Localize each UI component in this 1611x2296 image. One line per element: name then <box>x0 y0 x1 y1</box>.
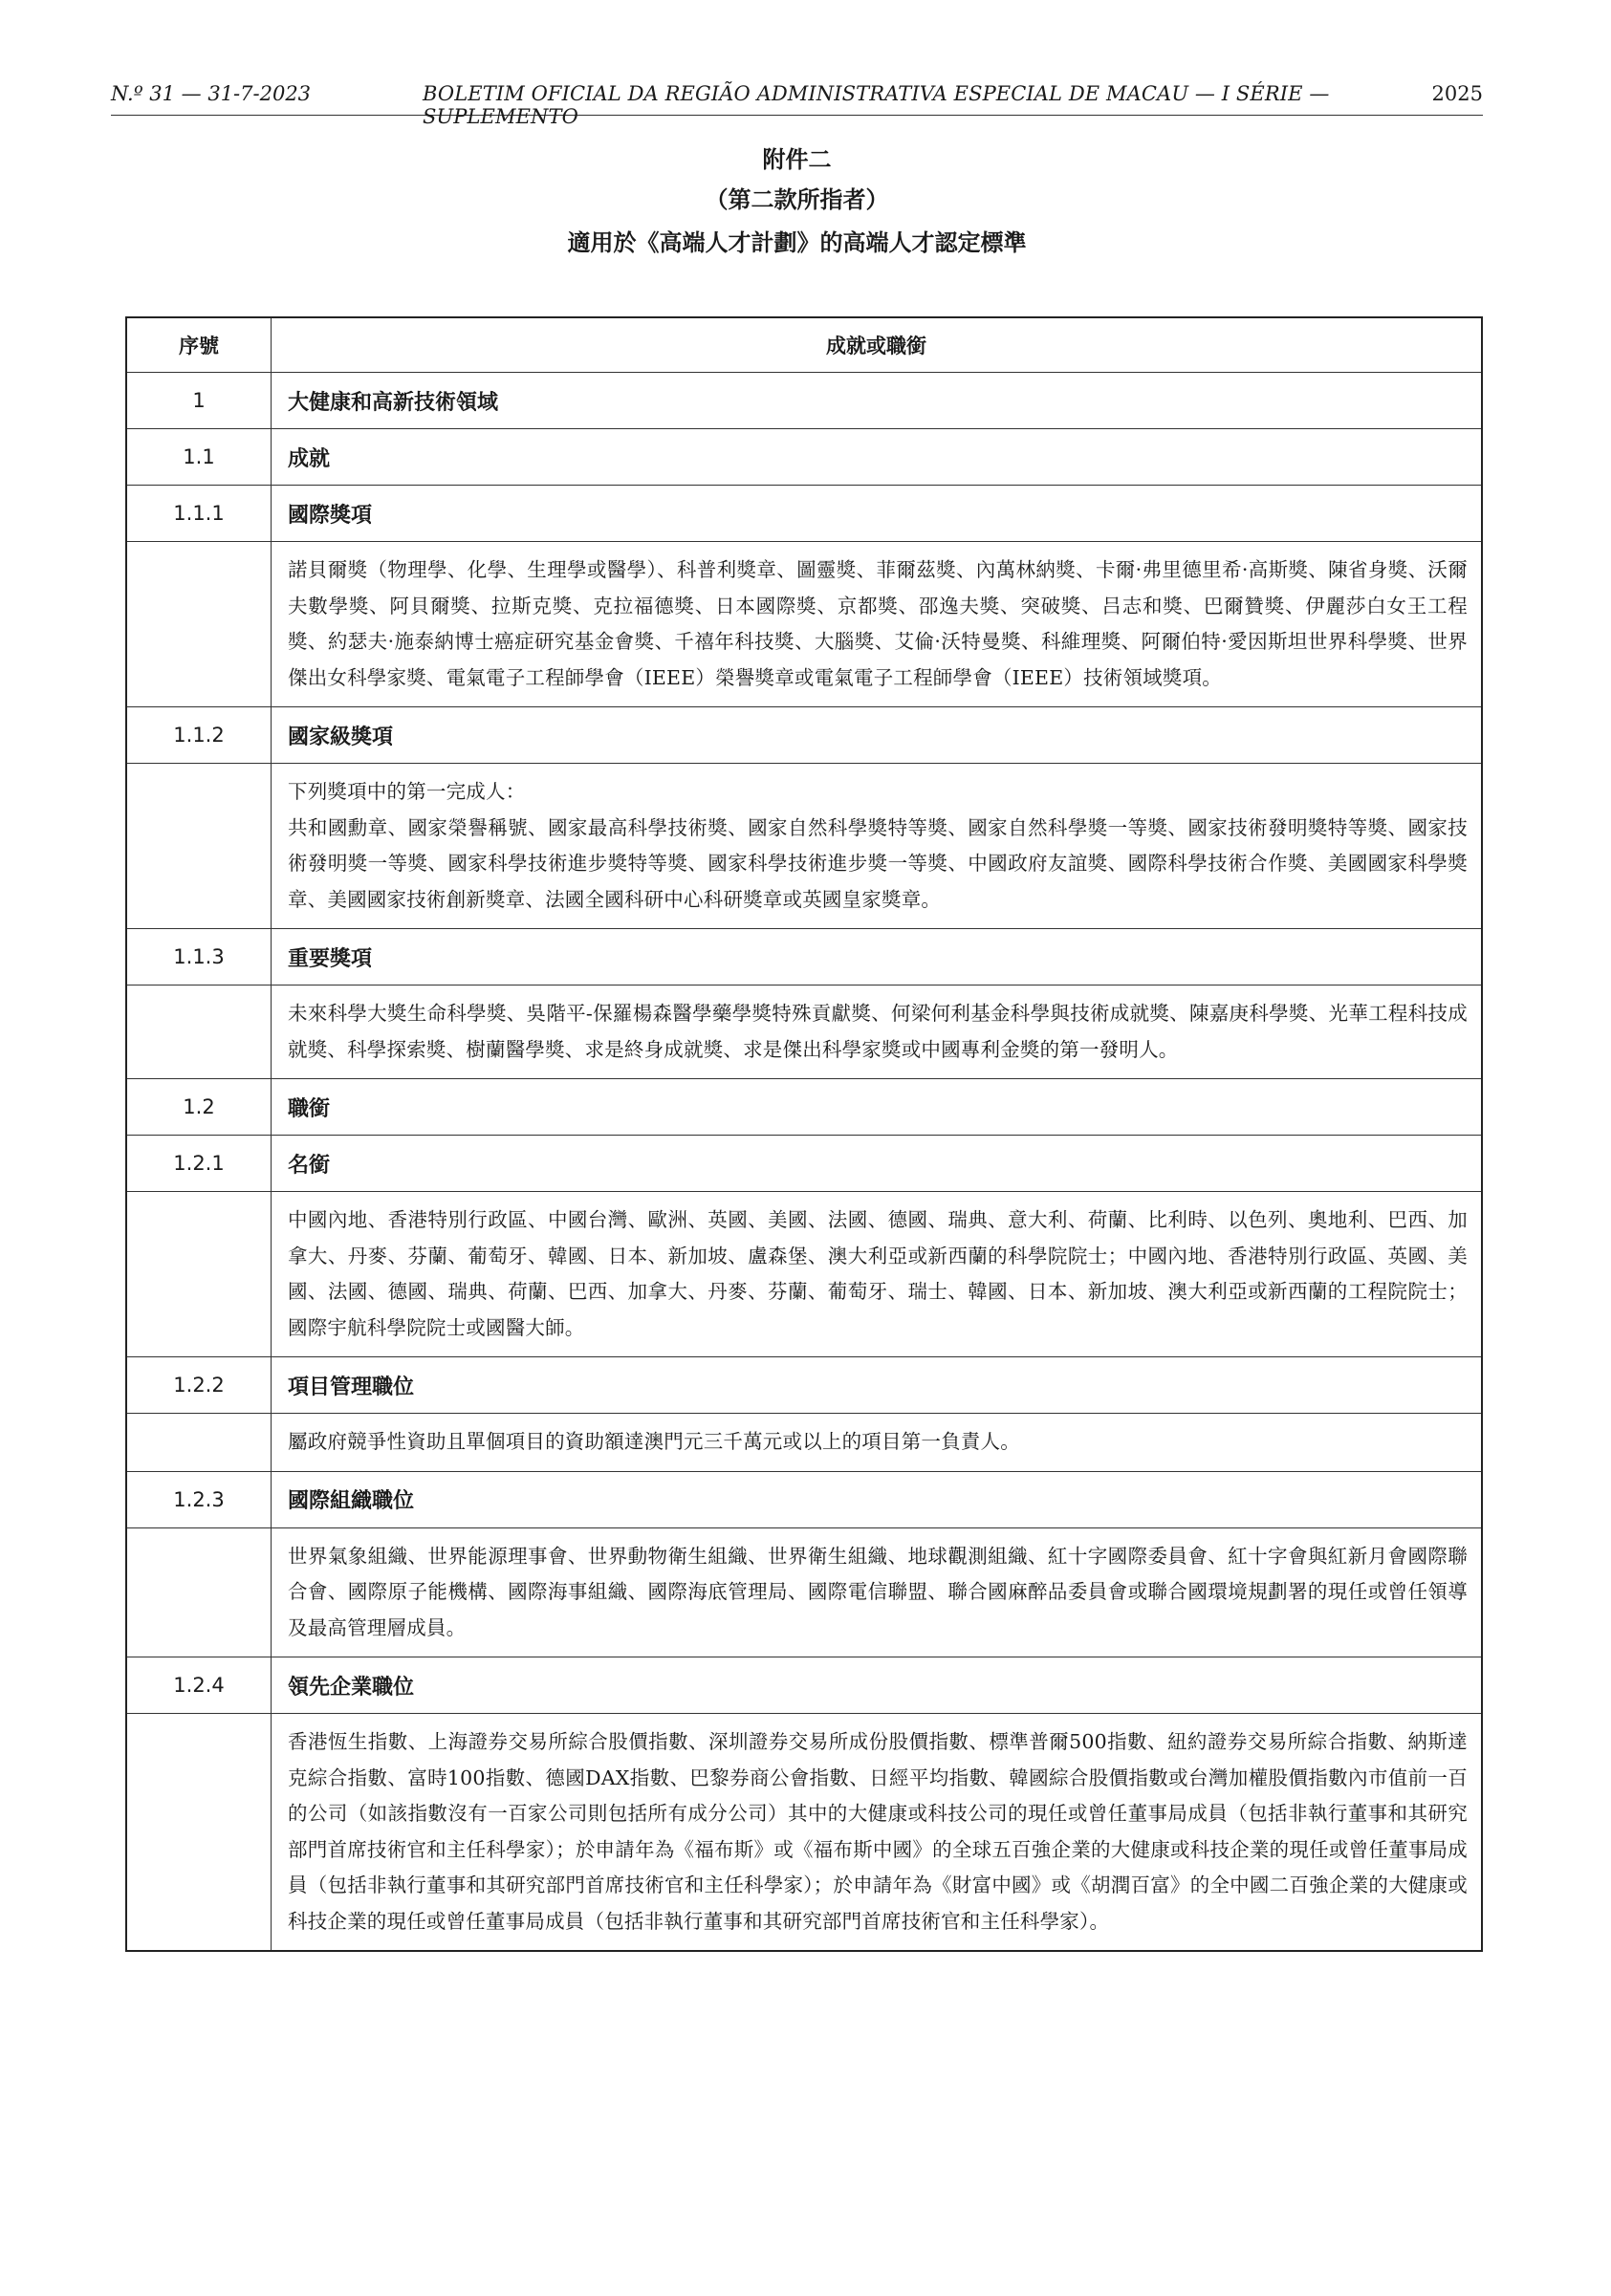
row-number: 1.1 <box>126 429 272 486</box>
table-row <box>126 764 1482 929</box>
table-row <box>126 1527 1482 1657</box>
journal-title: BOLETIM OFICIAL DA REGIÃO ADMINISTRATIVA ESPECIAL DE MACAU — I SÉRIE — SUPLEMENTO <box>423 82 1330 128</box>
issue-date: N.º 31 — 31-7-2023 <box>111 82 312 105</box>
table-header-row <box>126 317 1482 373</box>
row-number: 1.2.1 <box>126 1136 272 1192</box>
empty-cell <box>126 1192 272 1357</box>
row-heading: 重要獎項 <box>272 929 1483 986</box>
row-heading: 大健康和高新技術領域 <box>272 373 1483 429</box>
row-body-text: 中國內地、香港特別行政區、中國台灣、歐洲、英國、美國、法國、德國、瑞典、意大利、荷蘭、比利時、以色列、奧地利、巴西、加拿大、丹麥、芬蘭、葡萄牙、韓國、日本、新加坡、盧森堡、澳大利亞或新西蘭的科學院院士；中國內地、香港特別行政區、英國、美國、法國、德國、瑞典、荷蘭、巴西、加拿大、丹麥、芬蘭、葡萄牙、瑞士、韓國、日本、新加坡、澳大利亞或新西蘭的工程院院士；國際宇航科學院院士或國醫大師。 <box>272 1192 1483 1357</box>
row-number: 1.1.1 <box>126 486 272 542</box>
table-row <box>126 486 1482 542</box>
row-body-text: 世界氣象組織、世界能源理事會、世界動物衛生組織、世界衛生組織、地球觀測組織、紅十字國際委員會、紅十字會與紅新月會國際聯合會、國際原子能機構、國際海事組織、國際海底管理局、國際電信聯盟、聯合國麻醉品委員會或聯合國環境規劃署的現任或曾任領導及最高管理層成員。 <box>272 1527 1483 1657</box>
row-heading: 國際組織職位 <box>272 1471 1483 1527</box>
row-number: 1.1.3 <box>126 929 272 986</box>
table-row <box>126 1192 1482 1357</box>
row-body-text <box>272 764 1483 929</box>
row-body-text: 屬政府競爭性資助且單個項目的資助額達澳門元三千萬元或以上的項目第一負責人。 <box>272 1414 1483 1472</box>
empty-cell <box>126 986 272 1079</box>
criteria-table <box>125 316 1483 1952</box>
row-number: 1.1.2 <box>126 707 272 764</box>
table-row <box>126 986 1482 1079</box>
table-row <box>126 1471 1482 1527</box>
empty-cell <box>126 1527 272 1657</box>
empty-cell <box>126 764 272 929</box>
row-number: 1.2.2 <box>126 1357 272 1414</box>
table-row <box>126 1079 1482 1136</box>
row-heading: 領先企業職位 <box>272 1657 1483 1714</box>
table-row <box>126 1414 1482 1472</box>
row-body-text: 香港恆生指數、上海證券交易所綜合股價指數、深圳證券交易所成份股價指數、標準普爾500指數、紐約證券交易所綜合指數、納斯達克綜合指數、富時100指數、德國DAX指數、巴黎券商公會指數、日經平均指數、韓國綜合股價指數或台灣加權股價指數內市值前一百的公司（如該指數沒有一百家公司則包括所有成分公司）其中的大健康或科技公司的現任或曾任董事局成員（包括非執行董事和其研究部門首席技術官和主任科學家）；於申請年為《福布斯》或《福布斯中國》的全球五百強企業的大健康或科技企業的現任或曾任董事局成員（包括非執行董事和其研究部門首席技術官和主任科學家）；於申請年為《財富中國》或《胡潤百富》的全中國二百強企業的大健康或科技企業的現任或曾任董事局成員（包括非執行董事和其研究部門首席技術官和主任科學家）。 <box>272 1714 1483 1952</box>
table-row <box>126 1714 1482 1952</box>
row-number: 1 <box>126 373 272 429</box>
row-number: 1.2.3 <box>126 1471 272 1527</box>
row-number: 1.2.4 <box>126 1657 272 1714</box>
empty-cell <box>126 542 272 707</box>
table-row <box>126 1657 1482 1714</box>
annex-title: 附件二 <box>762 146 832 173</box>
page-number: 2025 <box>1431 82 1483 105</box>
table-row <box>126 542 1482 707</box>
row-heading: 成就 <box>272 429 1483 486</box>
table-row <box>126 1136 1482 1192</box>
empty-cell <box>126 1414 272 1472</box>
annex-reference: （第二款所指者） <box>705 186 889 213</box>
row-heading: 國際獎項 <box>272 486 1483 542</box>
row-heading: 名銜 <box>272 1136 1483 1192</box>
column-header-number: 序號 <box>126 317 272 373</box>
table-row <box>126 929 1482 986</box>
row-number: 1.2 <box>126 1079 272 1136</box>
table-row <box>126 373 1482 429</box>
empty-cell <box>126 1714 272 1952</box>
row-heading: 國家級獎項 <box>272 707 1483 764</box>
column-header-content: 成就或職銜 <box>272 317 1483 373</box>
table-row <box>126 429 1482 486</box>
row-heading: 項目管理職位 <box>272 1357 1483 1414</box>
row-body-list: 共和國勳章、國家榮譽稱號、國家最高科學技術獎、國家自然科學獎特等獎、國家自然科學獎一等獎、國家技術發明獎特等獎、國家技術發明獎一等獎、國家科學技術進步獎特等獎、國家科學技術進步獎一等獎、中國政府友誼獎、國際科學技術合作獎、美國國家科學獎章、美國國家技術創新獎章、法國全國科研中心科研獎章或英國皇家獎章。 <box>288 815 1468 911</box>
table-row <box>126 707 1482 764</box>
row-body-text: 未來科學大獎生命科學獎、吳階平-保羅楊森醫學藥學獎特殊貢獻獎、何梁何利基金科學與技術成就獎、陳嘉庚科學獎、光華工程科技成就獎、科學探索獎、樹蘭醫學獎、求是終身成就獎、求是傑出科學家獎或中國專利金獎的第一發明人。 <box>272 986 1483 1079</box>
title-block <box>111 140 1483 263</box>
running-header <box>111 80 1483 128</box>
row-body-intro: 下列獎項中的第一完成人： <box>288 780 526 803</box>
row-heading: 職銜 <box>272 1079 1483 1136</box>
table-row <box>126 1357 1482 1414</box>
document-title: 適用於《高端人才計劃》的高端人才認定標準 <box>567 229 1027 256</box>
row-body-text: 諾貝爾獎（物理學、化學、生理學或醫學）、科普利獎章、圖靈獎、菲爾茲獎、內萬林納獎、卡爾·弗里德里希·高斯獎、陳省身獎、沃爾夫數學獎、阿貝爾獎、拉斯克獎、克拉福德獎、日本國際獎、京都獎、邵逸夫獎、突破獎、吕志和獎、巴爾贊獎、伊麗莎白女王工程獎、約瑟夫·施泰納博士癌症研究基金會獎、千禧年科技獎、大腦獎、艾倫·沃特曼獎、科維理獎、阿爾伯特·愛因斯坦世界科學獎、世界傑出女科學家獎、電氣電子工程師學會（IEEE）榮譽獎章或電氣電子工程師學會（IEEE）技術領域獎項。 <box>272 542 1483 707</box>
